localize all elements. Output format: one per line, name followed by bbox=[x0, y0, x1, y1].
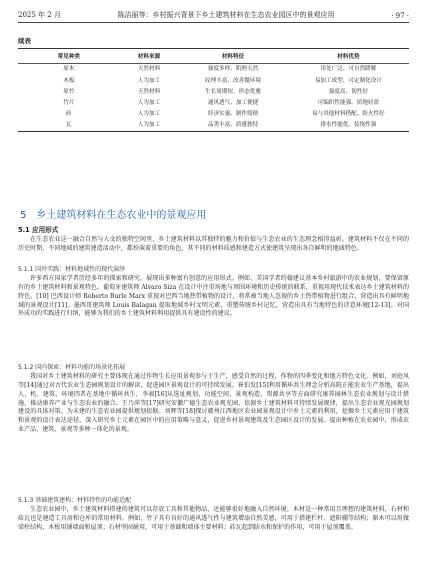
table-continued-label: 续表 bbox=[18, 37, 31, 45]
table-header-row bbox=[18, 49, 409, 64]
table-cell: 瓦 bbox=[66, 122, 72, 129]
header-date: 2025 年 2 月 bbox=[18, 11, 61, 19]
paragraph: 生态农业园中，乡土建筑材料搭建的建筑可以存放工具和其他物品，还能够很好地融入自然环境。木材是一种常用且理想的建筑材料，石材和砖瓦也是建造工具房和仓库的常用材料。例如，竹子具有良好的通风透气性与建筑增添自然美感，可用于搭建栏杆、遮阳棚等结构；原木可以用做梁柱结构，木板用铺墙面和屋顶；石材坚固耐用，可用于基础和墙体主要材料；砖瓦起到防水和保护的作用，可用于屋顶覆盖。 bbox=[18, 506, 409, 531]
table-header-cell: 材料来源 bbox=[137, 54, 161, 60]
table-cell: 易加工成型、可定制化设计 bbox=[314, 77, 382, 84]
table-cell: 排水性能优、装饰性强 bbox=[320, 122, 377, 129]
paragraph: 我国对乡土建筑材料的研究主要体现在通过作物生长应用景观参与于生产，感受自然的过程，作物的四季变化和地方特色文化。例如，刘庭风等[14]通过对古代农业生态园规划设计的解读，促进园区景观设计的可持续发展。崔伯发[15]利用循环共生理念分析高院正能农业生产基地，提出人、机、建筑、环境四者在基地中循环共生，李昶[16]从选址规划、功能空间、景观构造、资源共享等方面研究康养园林生态农业规划与设计措施，推动康养产业与生态农业的融合。王乃萍等[17]研究安徽广德生态农业观光园，依据乡土建筑材料可持续发展规律，提出生态农业观光园规划建设的具体对策。为未建的生态农业园提供规划依据。刘辉等[18]探讨赣州江西地区农业园景观设计中乡土元素的利用，挖掘乡土元素应用于建筑和景观的设计表达途径，深入研究乡土元素在园区中的应用策略与意义，促进乡村景观建筑及生态园区设计的发展。提出种植在农业园中，形成农业产品、建筑、景观等多种一体化的景观。 bbox=[18, 373, 409, 434]
table-row bbox=[18, 120, 409, 132]
table-row bbox=[18, 98, 409, 109]
table-cell: 人为加工 bbox=[137, 122, 161, 129]
section-heading: 5 乡土建筑材料在生态农业中的景观应用 bbox=[20, 210, 207, 221]
table-cell: 纹理丰富、改善微环境 bbox=[205, 77, 261, 84]
table-cell: 通风透气、加工便捷 bbox=[207, 100, 259, 106]
table-cell: 强度高、韧性好 bbox=[328, 88, 368, 95]
table-row bbox=[18, 75, 409, 86]
page-header bbox=[18, 6, 409, 23]
table-cell: 天然材料 bbox=[137, 88, 161, 95]
paragraph: 许多西方国家学者历经多年的探索和研究，展现出多种富有创意的应用形式。例如，美国学者约翰建议基本乡村旅游中的农业规划，要保留原有的乡土建筑材料和景观特色。葡萄牙建筑师 Alvaro Siza 在设计中注重场地与周围环境和历史传统的联系，重视用现代技术表达乡土建筑材料的特色。[10] 巴西设计师 Roberto Burle Marx 重视对巴西当地热带植物的设计，将常被当地人忽视的乡土热带植物进行组合，营造出具有鲜明地域的景观设计[11]。墨西哥建筑师 Louis Balagan 提取地域乡村文明元素，重塑传统乡村记忆，营造出具有当地特色的诗意环境[12-13]。对国外成功的实践进行归纳，能够为我们的乡土建筑材料利用提供具有建设性的建议。 bbox=[18, 275, 409, 318]
subsubsection-heading: 5.1.2 国内探索：材料功能的场景化拓展 bbox=[18, 364, 126, 371]
table-header-cell: 材料优势 bbox=[337, 54, 360, 60]
table-row bbox=[18, 64, 409, 76]
header-page-number: · 97 · bbox=[391, 12, 409, 20]
table-cell: 竹片 bbox=[63, 100, 75, 106]
table-row bbox=[18, 86, 409, 97]
subsection-heading: 5.1 应用形式 bbox=[18, 226, 59, 234]
paragraph: 在生态农业这一融合自然与人文的独特空间里，乡土建筑材料以其独特的魅力和价值与生态农业的生态理念相得益彰。建筑材料不仅在不同的历史时期、不同地域的建筑建造活动中，都扮演着重要的角色，其不同的材料质感和建造方式使建筑呈现出各自鲜明的地域特色。 bbox=[18, 236, 409, 252]
table-cell: 易与其他材料搭配、防火性好 bbox=[312, 111, 385, 118]
table-cell: 天然材料 bbox=[137, 66, 161, 73]
table-cell: 品类丰富、质感独特 bbox=[207, 122, 259, 129]
table-header-cell: 常见种类 bbox=[57, 54, 81, 60]
header-title: 陈洁丽等：乡村振兴背景下乡土建筑材料在生态农业园区中的景观应用 bbox=[117, 11, 335, 19]
table-cell: 人为加工 bbox=[137, 111, 161, 118]
table-cell: 人为加工 bbox=[137, 77, 161, 84]
table-cell: 强度多样、肌理天然 bbox=[207, 66, 259, 73]
table-cell: 生长周期短、形态优雅 bbox=[205, 88, 261, 95]
table-header-cell: 材料特征 bbox=[221, 54, 245, 60]
table-cell: 用处广泛、可自然降解 bbox=[320, 66, 377, 73]
materials-table bbox=[18, 48, 409, 132]
table-cell: 原竹 bbox=[63, 88, 75, 95]
table-cell: 木板 bbox=[63, 77, 75, 84]
subsubsection-heading: 5.1.1 国外实践：材料地域性的现代演绎 bbox=[18, 266, 126, 273]
table-cell: 砖 bbox=[66, 111, 72, 118]
table-cell: 原木 bbox=[63, 66, 75, 73]
table-cell: 经济实惠、制作简便 bbox=[207, 111, 259, 118]
table-cell: 可编织性能强、质地轻盈 bbox=[317, 100, 380, 106]
table-cell: 人为加工 bbox=[137, 100, 161, 106]
table-row bbox=[18, 109, 409, 120]
subsubsection-heading: 5.1.3 基础建筑建构：材料特性的功能适配 bbox=[18, 497, 132, 504]
